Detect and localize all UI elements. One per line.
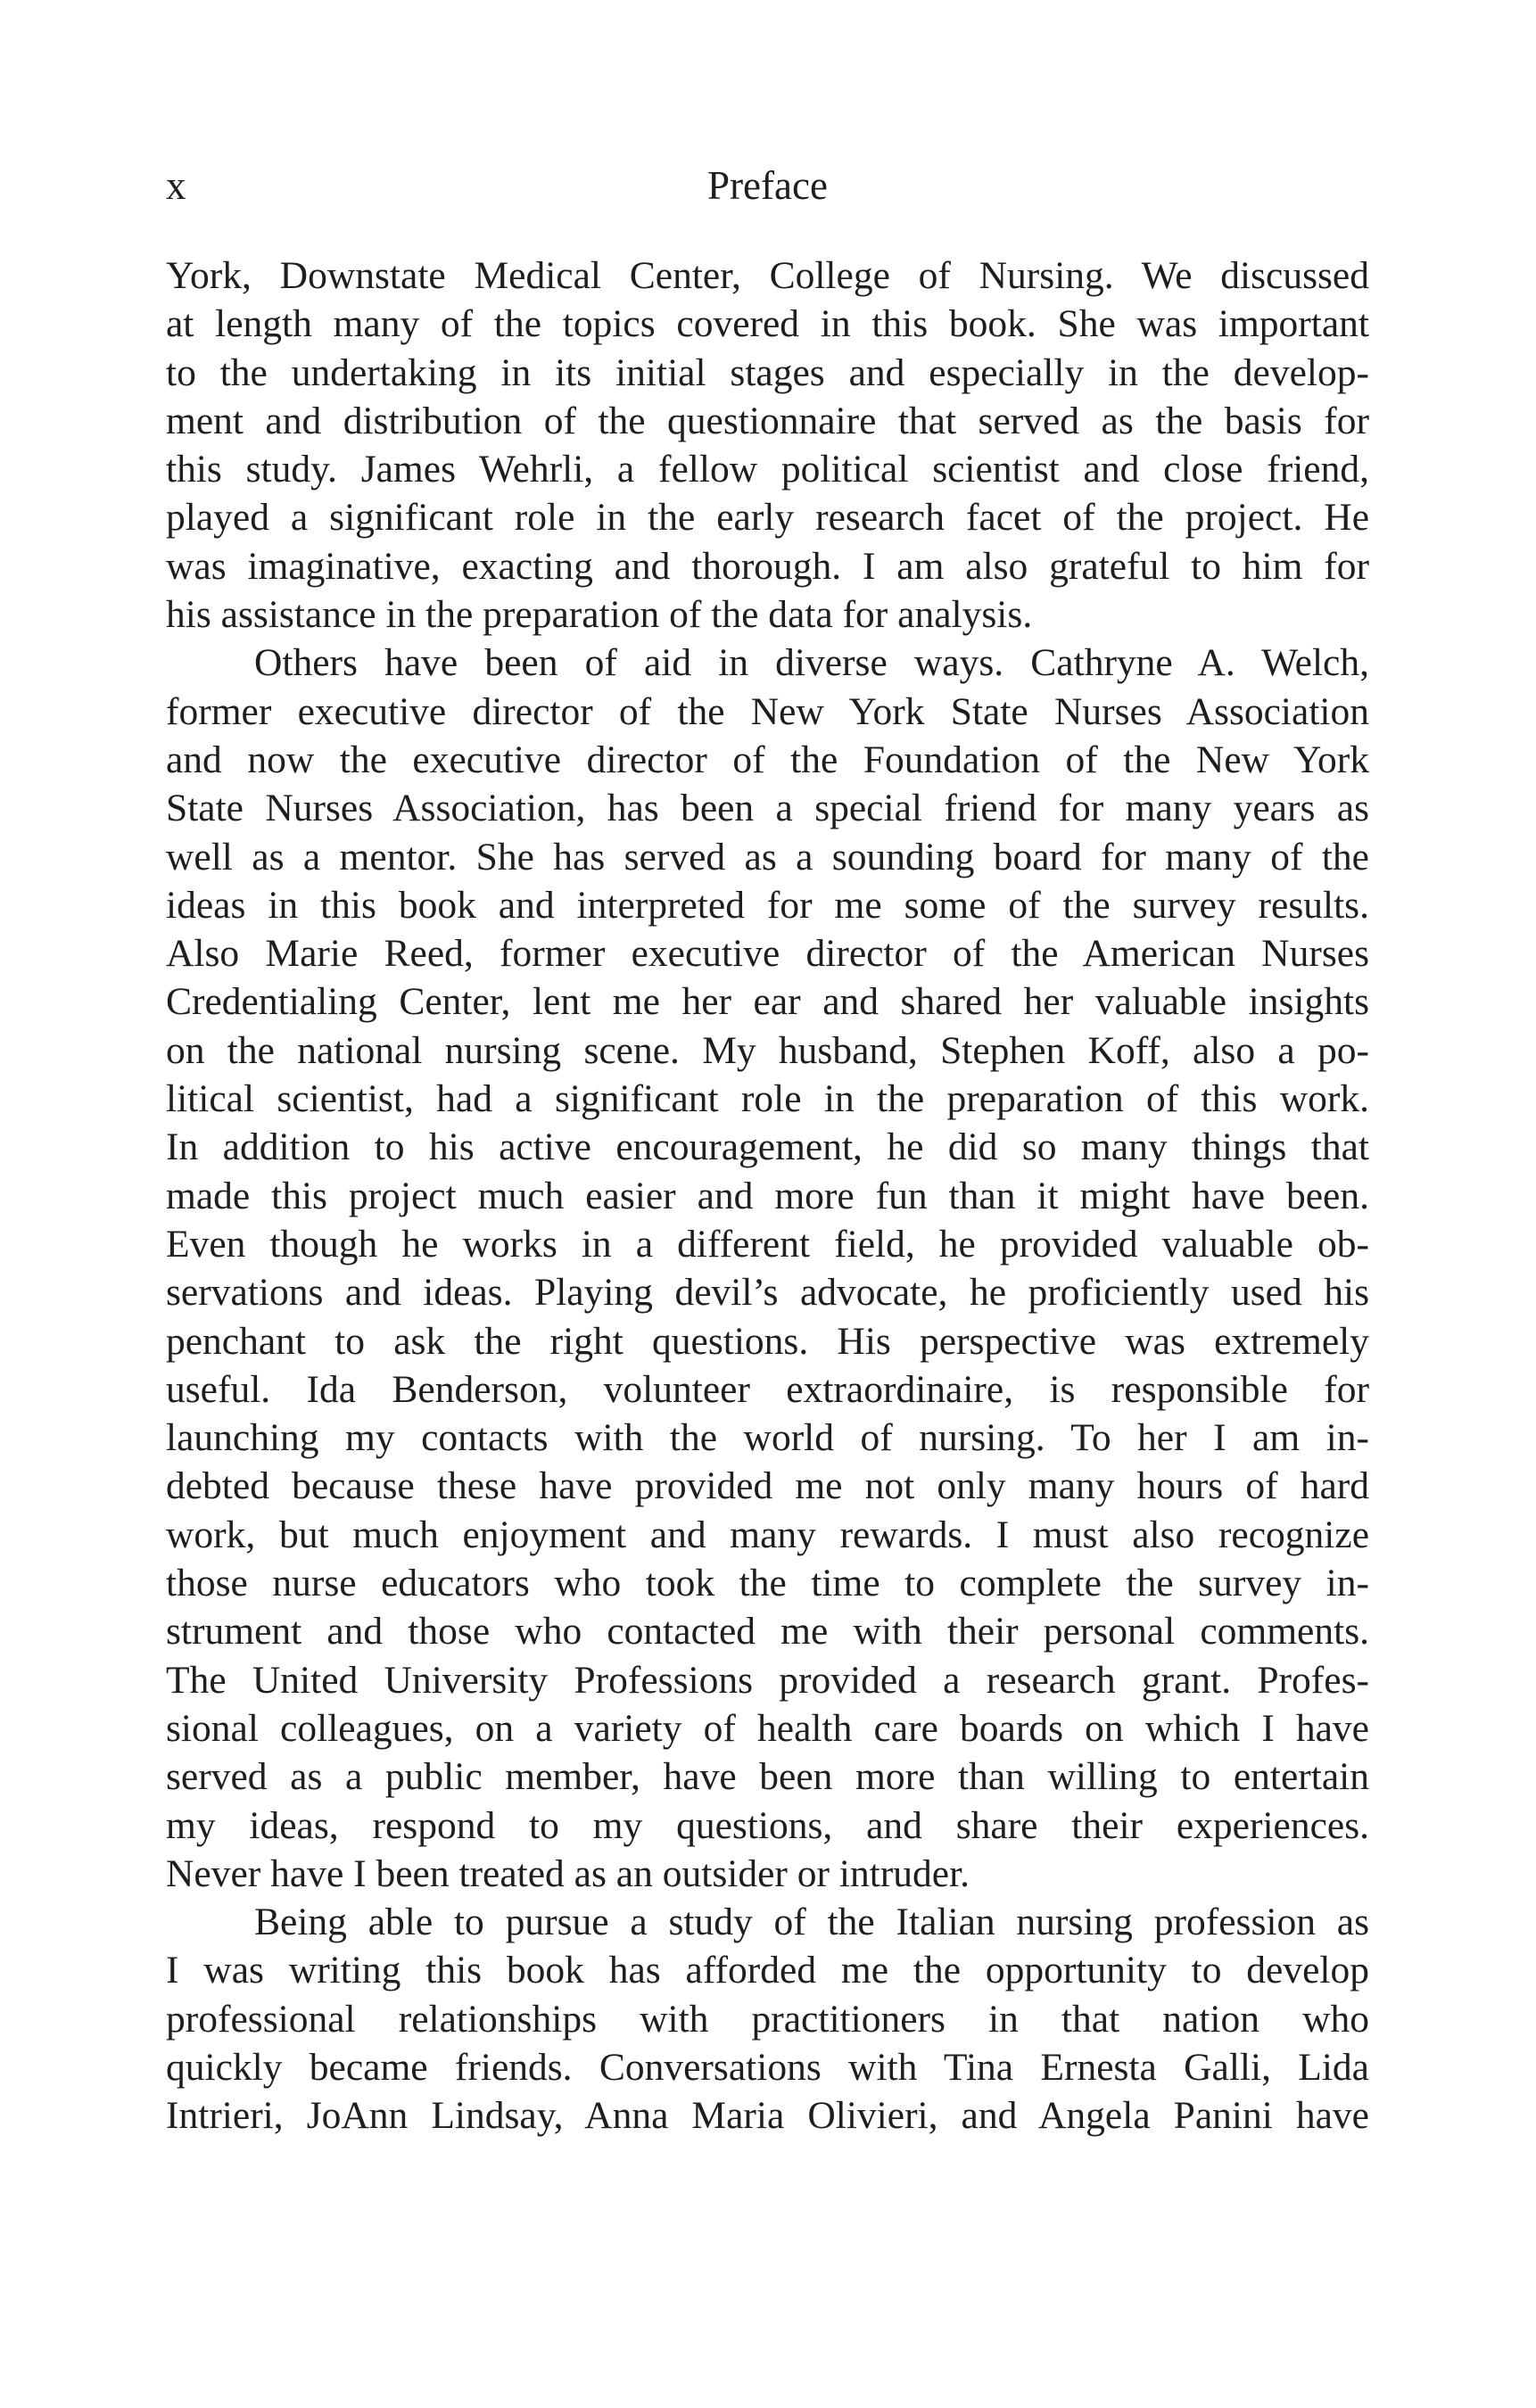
text-line: professional relationships with practitioners in that nation who	[166, 1997, 1369, 2041]
paragraph	[166, 252, 1369, 639]
text-line: on the national nursing scene. My husband, Stephen Koff, also a po-	[166, 1028, 1369, 1072]
text-line: Never have I been treated as an outsider or intruder.	[166, 1851, 970, 1895]
text-line: played a significant role in the early research facet of the project. He	[166, 496, 1369, 540]
text-line: to the undertaking in its initial stages and especially in the develop-	[166, 350, 1369, 394]
running-head-title: Preface	[707, 163, 828, 208]
text-line: penchant to ask the right questions. His perspective was extremely	[166, 1319, 1369, 1363]
body-text	[166, 252, 1369, 2140]
text-line: Even though he works in a different field, he provided valuable ob-	[166, 1222, 1369, 1266]
text-line: York, Downstate Medical Center, College of Nursing. We discussed	[166, 254, 1369, 297]
text-line: those nurse educators who took the time to complete the survey in-	[166, 1562, 1369, 1605]
text-line: Also Marie Reed, former executive director of the American Nurses	[166, 932, 1369, 976]
text-line: well as a mentor. She has served as a sounding board for many of the	[166, 835, 1369, 878]
text-line: litical scientist, had a significant role in the preparation of this work.	[166, 1077, 1369, 1121]
text-line: useful. Ida Benderson, volunteer extraordinaire, is responsible for	[166, 1367, 1369, 1411]
text-line: The United University Professions provided a research grant. Profes-	[166, 1658, 1369, 1702]
text-line: ideas in this book and interpreted for me some of the survey results.	[166, 883, 1369, 927]
text-line: served as a public member, have been more than willing to entertain	[166, 1755, 1369, 1799]
text-line: at length many of the topics covered in this book. She was important	[166, 302, 1369, 346]
text-line: In addition to his active encouragement, he did so many things that	[166, 1126, 1369, 1169]
text-line: Being able to pursue a study of the Italian nursing profession as	[254, 1901, 1369, 1944]
text-line: Others have been of aid in diverse ways. Cathryne A. Welch,	[254, 641, 1369, 685]
text-line: this study. James Wehrli, a fellow political scientist and close friend,	[166, 448, 1369, 491]
text-line: strument and those who contacted me with their personal comments.	[166, 1610, 1369, 1653]
text-line: I was writing this book has afforded me the opportunity to develop	[166, 1949, 1369, 1992]
text-line: launching my contacts with the world of nursing. To her I am in-	[166, 1416, 1369, 1460]
running-head	[166, 159, 1369, 212]
text-line: and now the executive director of the Foundation of the New York	[166, 738, 1369, 781]
text-line: State Nurses Association, has been a special friend for many years as	[166, 787, 1369, 830]
text-line: quickly became friends. Conversations with Tina Ernesta Galli, Lida	[166, 2045, 1369, 2089]
paragraph	[166, 1898, 1369, 2140]
text-line: ment and distribution of the questionnaire that served as the basis for	[166, 399, 1369, 442]
paragraph	[166, 639, 1369, 1898]
text-line: was imaginative, exacting and thorough. I am also grateful to him for	[166, 544, 1369, 588]
text-line: servations and ideas. Playing devil’s advocate, he proficiently used his	[166, 1271, 1369, 1315]
text-line: former executive director of the New York State Nurses Association	[166, 689, 1369, 733]
page-number: x	[166, 163, 186, 208]
text-line: my ideas, respond to my questions, and share their experiences.	[166, 1803, 1369, 1847]
text-line: Intrieri, JoAnn Lindsay, Anna Maria Olivieri, and Angela Panini have	[166, 2094, 1369, 2138]
text-line: Credentialing Center, lent me her ear and shared her valuable insights	[166, 980, 1369, 1024]
text-line: his assistance in the preparation of the data for analysis.	[166, 593, 1033, 637]
text-line: debted because these have provided me not only many hours of hard	[166, 1464, 1369, 1508]
text-line: sional colleagues, on a variety of health care boards on which I have	[166, 1706, 1369, 1750]
text-line: work, but much enjoyment and many rewards. I must also recognize	[166, 1513, 1369, 1556]
text-line: made this project much easier and more fun than it might have been.	[166, 1174, 1369, 1217]
